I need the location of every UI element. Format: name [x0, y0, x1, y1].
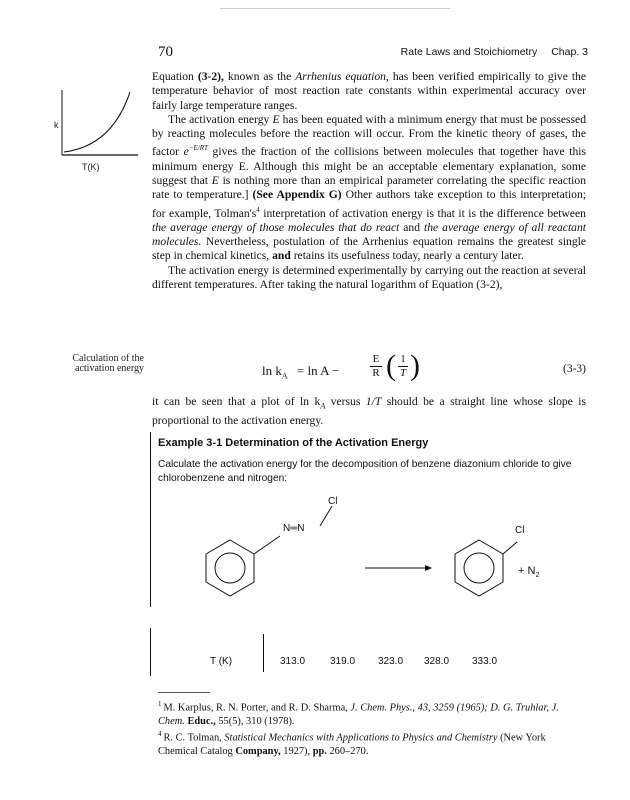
graph-x-label: T(K) — [82, 162, 100, 172]
aromatic-circle-2 — [464, 553, 494, 583]
page-header — [158, 44, 588, 62]
running-title: Rate Laws and Stoichiometry — [400, 46, 538, 58]
page-number: 70 — [158, 44, 173, 60]
table-divider — [263, 634, 264, 672]
graph-curve — [64, 92, 130, 152]
benzene-ring-2 — [455, 540, 503, 596]
arrhenius-sketch-graph — [58, 88, 140, 168]
main-text-cont — [152, 395, 586, 428]
margin-note-calculation — [20, 354, 144, 374]
footnote-1: $^1$ M. Karplus, R. N. Porter, and R. D. Sharma, J. Chem. Phys., 43, 3259 (1965); D. G. Truhlar, J. Chem. Educ., 55(5), 310 (1978). — [158, 700, 559, 727]
graph-y-label: k — [54, 120, 59, 130]
table-label-t: T (K) — [210, 656, 233, 667]
running-head — [401, 46, 588, 58]
fraction-1-over-t: 1 T — [399, 353, 407, 379]
paragraph-1: Equation (3-2), known as the Arrhenius equation, has been verified empirically to give the temperature behavior of most reaction rate constants within experimental accuracy over fairly large temperature ranges. — [152, 70, 586, 112]
example-3-1 — [158, 437, 588, 486]
example-title: Example 3-1 Determination of the Activation Energy — [158, 437, 429, 449]
temperature-table — [210, 634, 510, 674]
reaction-diagram — [150, 490, 590, 620]
paren-left: ( — [386, 349, 396, 382]
fraction-e-over-r: E R — [370, 353, 382, 380]
footnote-2: $^4$ R. C. Tolman, Statistical Mechanics with Applications to Physics and Chemistry (New York Chemical Catalog Company, 1927), pp. 260–270. — [158, 730, 546, 757]
reaction-arrow-head — [425, 565, 432, 571]
chlorine-label-1: Cl — [328, 496, 338, 507]
bond-ring-to-n — [254, 536, 280, 554]
table-value: 323.0 — [378, 656, 404, 667]
paragraph-2: The activation energy E has been equated with a minimum energy that must be possessed by reacting molecules before the reaction will occur. From the kinetic theory of gases, the factor $e^{-E/RT}$ gives the fraction of the collisions between molecules that together have this minimum energy E. Although this might be an acceptable elementary explanation, some suggest that E is nothing more than an empirical parameter correlating the specific reaction rate to temperature.] (See Appendix G) Other authors take exception to this interpretation; for example, $Tolman's^4$ interpretation of activation energy is that it is the difference between the average energy of those molecules that do react and the average energy of all reactant molecules. Nevertheless, postulation of the Arrhenius equation remains the greatest single step in chemical kinetics, and retains its usefulness today, nearly a century later. — [152, 112, 586, 263]
paragraph-3: The activation energy is determined experimentally by carrying out the reaction at several different temperatures. After taking the natural logarithm of Equation (3-2), — [152, 263, 586, 291]
aromatic-circle-1 — [215, 553, 245, 583]
chapter-label: Chap. 3 — [551, 46, 588, 58]
nitrogen-product: + $N_2$ — [518, 565, 540, 580]
chlorine-label-2: Cl — [515, 525, 525, 536]
footnote-rule — [158, 692, 210, 693]
diazo-label: N═N — [283, 523, 305, 534]
main-text — [152, 70, 586, 292]
bond-n-to-cl — [320, 506, 332, 526]
table-value: 333.0 — [472, 656, 498, 667]
example-bar-lower — [150, 628, 151, 676]
margin-note-line1: Calculation of the — [72, 353, 144, 364]
margin-note-line2: activation energy — [75, 363, 144, 374]
example-text: Calculate the activation energy for the decomposition of benzene diazonium chloride to give chlorobenzene and nitrogen: — [158, 459, 572, 484]
scan-top-line — [220, 8, 450, 9]
paren-right: ) — [410, 349, 420, 382]
equation-body: $\ln k_A = \ln A$ − — [262, 363, 340, 381]
equation-number: (3-3) — [563, 363, 586, 375]
paragraph-4: it can be seen that a plot of $\ln k_A$ versus 1/T should be a straight line whose slope is proportional to the activation energy. — [152, 395, 587, 427]
benzene-ring-1 — [206, 540, 254, 596]
equation-3-3 — [152, 349, 586, 389]
table-value: 319.0 — [330, 656, 356, 667]
bond-ring-to-cl — [503, 542, 517, 554]
table-value: 313.0 — [280, 656, 306, 667]
table-value: 328.0 — [424, 656, 450, 667]
